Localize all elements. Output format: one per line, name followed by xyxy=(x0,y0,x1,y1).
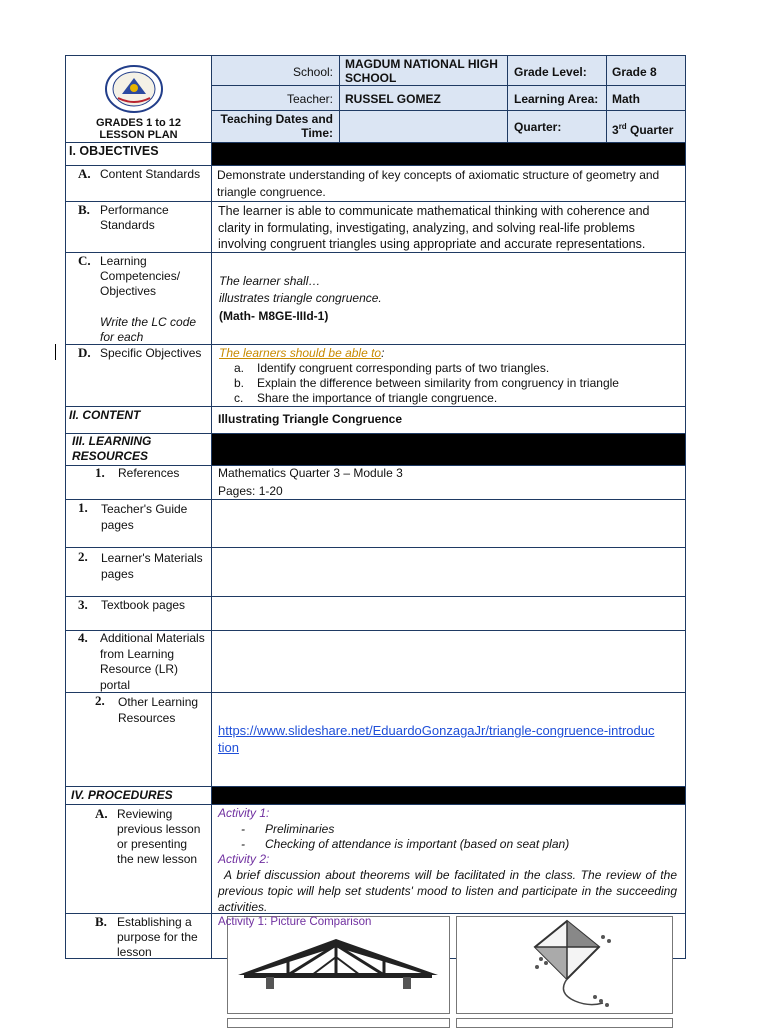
textbook-label: Textbook pages xyxy=(101,598,186,612)
learning-competencies-num: C. xyxy=(78,253,91,268)
learners-materials-num: 2. xyxy=(78,549,88,564)
teachers-guide-cell xyxy=(211,499,686,548)
activity2-text: A brief discussion about theorems will be facilitated in the class. The review of the previous topic will help set students' mood to listen and participate in the succeeding activities. xyxy=(218,868,677,914)
teachers-guide-label: Teacher's Guide pages xyxy=(101,502,188,532)
references-num: 1. xyxy=(95,465,105,480)
specific-objectives-label: Specific Objectives xyxy=(100,346,202,360)
additional-materials-num: 4. xyxy=(78,630,88,645)
reviewing-num: A. xyxy=(95,806,108,821)
roof-truss-picture xyxy=(227,916,450,1014)
textbook-num: 3. xyxy=(78,597,88,612)
kite-picture xyxy=(456,916,673,1014)
specific-objectives-intro: The learners should be able to: xyxy=(219,346,385,360)
grade-level-value: Grade 8 xyxy=(612,65,657,79)
textbook-cell xyxy=(211,596,686,631)
resources-black-bar xyxy=(211,433,686,466)
picture-comparison-heading: Activity 1: Picture Comparison xyxy=(218,916,372,928)
specific-objective-item: a. Identify congruent corresponding parts of two triangles. xyxy=(234,361,550,375)
learners-materials-label: Learner's Materials pages xyxy=(101,551,203,581)
purpose-num: B. xyxy=(95,914,107,929)
other-resources-num: 2. xyxy=(95,693,105,708)
performance-standards-label: Performance Standards xyxy=(100,203,169,232)
roof-truss-icon xyxy=(228,917,449,1013)
learning-competencies-label: Learning Competencies/ Objectives xyxy=(100,254,181,298)
learning-area-label: Learning Area: xyxy=(514,92,599,106)
additional-materials-cell xyxy=(211,630,686,693)
content-standards-text: Demonstrate understanding of key concepts of axiomatic structure of geometry and triangle congruence. xyxy=(217,168,660,199)
objectives-black-bar xyxy=(211,142,686,166)
attendance-bullet: - Checking of attendance is important (based on seat plan) xyxy=(241,837,570,851)
references-line1: Mathematics Quarter 3 – Module 3 xyxy=(218,466,403,480)
resources-title: III. LEARNING RESOURCES xyxy=(72,434,152,463)
specific-objective-item: b. Explain the difference between similarity from congruency in triangle xyxy=(234,376,619,390)
activity1-heading: Activity 1: xyxy=(218,806,270,820)
purpose-label: Establishing a purpose for the lesson xyxy=(117,915,198,959)
content-title: II. CONTENT xyxy=(69,408,141,422)
reviewing-label: Reviewing previous lesson or presenting the new lesson xyxy=(117,807,201,866)
content-standards-num: A. xyxy=(78,166,91,181)
specific-objective-item: c. Share the importance of triangle congruence. xyxy=(234,391,498,405)
objectives-title: I. OBJECTIVES xyxy=(69,144,159,158)
grades-label: GRADES 1 to 12 LESSON PLAN xyxy=(96,117,181,141)
teacher-label: Teacher: xyxy=(286,92,333,106)
dates-label: Teaching Dates and Time: xyxy=(220,112,333,140)
learning-competencies-code: (Math- M8GE-IIId-1) xyxy=(219,309,329,323)
other-resources-link[interactable]: https://www.slideshare.net/EduardoGonzagaJr/triangle-congruence-introduction xyxy=(218,723,655,755)
content-value: Illustrating Triangle Congruence xyxy=(218,412,403,426)
quarter-label: Quarter: xyxy=(514,120,562,134)
performance-standards-num: B. xyxy=(78,202,90,217)
learning-area-value: Math xyxy=(612,92,640,106)
other-resources-label: Other Learning Resources xyxy=(118,695,199,725)
bottom-picture-left xyxy=(227,1018,450,1028)
learning-competencies-line1: The learner shall… xyxy=(219,274,321,288)
school-value: MAGDUM NATIONAL HIGH SCHOOL xyxy=(345,57,498,85)
references-label: References xyxy=(118,466,180,480)
text-cursor xyxy=(55,344,56,360)
grade-level-label: Grade Level: xyxy=(514,65,587,79)
learning-competencies-note: Write the LC code for each xyxy=(100,315,197,344)
procedures-black-bar xyxy=(211,786,686,805)
school-label: School: xyxy=(292,65,333,79)
procedures-title: IV. PROCEDURES xyxy=(71,788,173,802)
learners-materials-cell xyxy=(211,547,686,597)
specific-objectives-num: D. xyxy=(78,345,91,360)
dates-value-cell xyxy=(339,110,508,143)
content-standards-label: Content Standards xyxy=(100,167,201,181)
deped-seal-icon xyxy=(104,64,164,114)
references-line2: Pages: 1-20 xyxy=(218,484,283,498)
kite-icon xyxy=(457,917,672,1013)
additional-materials-label: Additional Materials from Learning Resource (LR) portal xyxy=(100,631,205,692)
teacher-value: RUSSEL GOMEZ xyxy=(345,92,441,106)
performance-standards-text: The learner is able to communicate mathematical thinking with coherence and clarity in formulating, investigating, analyzing, and solving real-life problems involving congruent triangles using appropriate and accurate representations. xyxy=(218,204,650,251)
teachers-guide-num: 1. xyxy=(78,500,88,515)
learning-competencies-line2: illustrates triangle congruence. xyxy=(219,291,382,305)
preliminaries-bullet: - Preliminaries xyxy=(241,822,335,836)
bottom-picture-right xyxy=(456,1018,673,1028)
quarter-value: 3rd Quarter xyxy=(612,122,674,137)
activity2-heading: Activity 2: xyxy=(218,852,270,866)
